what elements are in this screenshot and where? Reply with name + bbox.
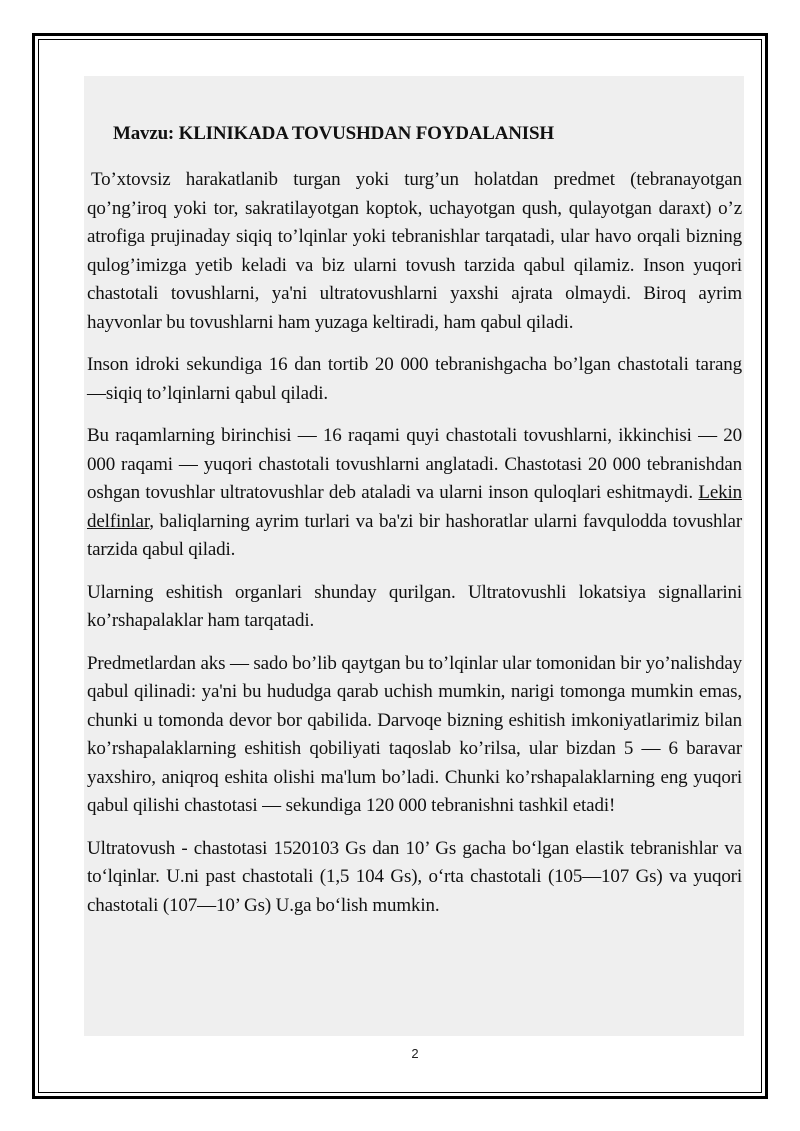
- paragraph-6: Ultratovush - chastotasi 1520103 Gs dan 10’ Gs gacha bo‘lgan elastik tebranishlar va to‘lqinlar. U.ni past chastotali (1,5 104 Gs), o‘rta chastotali (105—107 Gs) va yuqori chastotali (107—10’ Gs) U.ga bo‘lish mumkin.: [87, 837, 742, 916]
- title-prefix: Mavzu:: [113, 123, 175, 144]
- paragraph-3: [87, 422, 742, 565]
- paragraph-5: Predmetlardan aks — sado bo’lib qaytgan bu to’lqinlar ular tomonidan bir yo’nalishday qabul qilinadi: ya'ni bu hududga qarab uchish mumkin, narigi tomonga mumkin emas, chunki u tomonda devor bor qabilida. Darvoqe bizning eshitish imkoniyatlarimiz bilan ko’rshapalaklarning eshitish qobiliyati taqoslab ko’rilsa, ular bizdan 5 — 6 baravar yaxshiro, aniqroq eshita olishi ma'lum bo’ladi. Chunki ko’rshapalaklarning eng yuqori qabul qilishi chastotasi — sekundiga 120 000 tebranishni tashkil etadi!: [87, 652, 742, 816]
- document-body: [84, 76, 744, 1036]
- page-title: [113, 121, 742, 147]
- paragraph-3-text-start: Bu raqamlarning birinchisi — 16 raqami quyi chastotali tovushlarni, ikkinchisi — 20 000 raqami — yuqori chastotali tovushlarni anglatadi. Chastotasi 20 000 tebranishdan oshgan tovushlar ultratovushlar deb ataladi va ularni inson quloqlari eshitmaydi.: [87, 425, 742, 503]
- title-text: KLINIKADA TOVUSHDAN FOYDALANISH: [178, 123, 554, 144]
- paragraph-3-text-end: , baliqlarning ayrim turlari va ba'zi bir hashoratlar ularni favqulodda tovushlar tarzida qabul qiladi.: [87, 510, 742, 560]
- paragraph-1: To’xtovsiz harakatlanib turgan yoki turg’un holatdan predmet (tebranayotgan qo’ng’iroq yoki tor, sakratilayotgan koptok, uchayotgan qush, qulayotgan daraxt) o’z atrofiga prujinaday siqiq to’lqinlar yoki tebranishlar tarqatadi, ular havo orqali bizning qulog’imizga yetib keladi va biz ularni tovush tarzida qabul qilamiz. Inson yuqori chastotali tovushlarni, ya'ni ultratovushlarni yaxshi ajrata olmaydi. Biroq ayrim hayvonlar bu tovushlarni ham yuzaga keltiradi, ham qabul qiladi.: [87, 169, 742, 333]
- page-number: 2: [411, 1046, 419, 1061]
- paragraph-4: Ularning eshitish organlari shunday qurilgan. Ultratovushli lokatsiya signallarini ko’rshapalaklar ham tarqatadi.: [87, 581, 742, 631]
- delfinlar-link[interactable]: Lekin delfinlar: [87, 482, 742, 532]
- paragraph-2: Inson idroki sekundiga 16 dan tortib 20 000 tebranishgacha bo’lgan chastotali tarang —siqiq to’lqinlarni qabul qiladi.: [87, 354, 742, 404]
